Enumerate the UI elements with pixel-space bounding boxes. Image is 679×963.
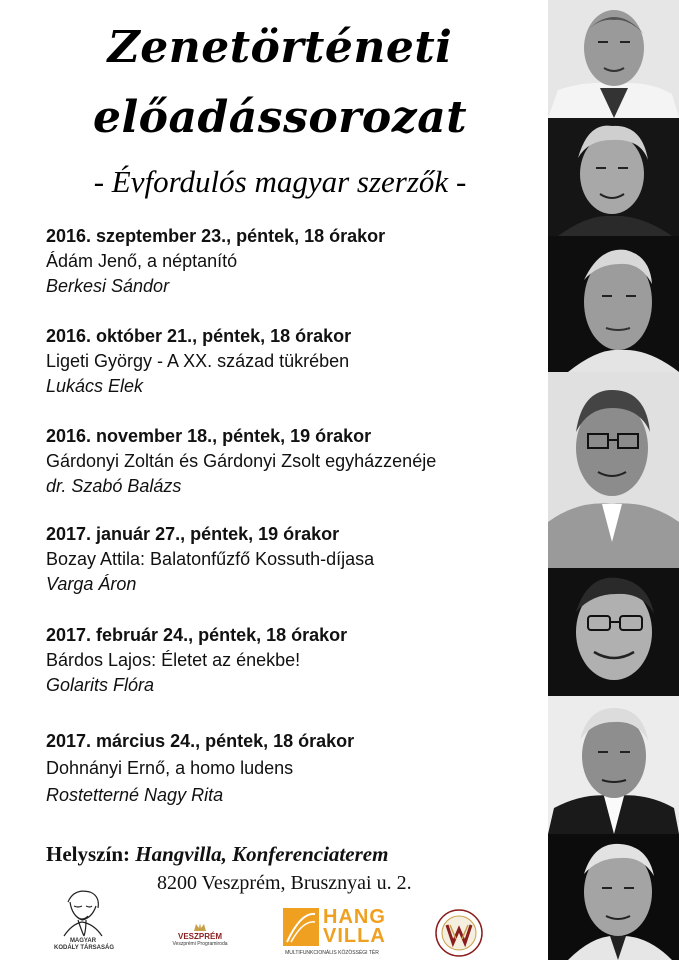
event-date: 2016. október 21., péntek, 18 órakor — [46, 326, 352, 346]
kodaly-portrait-icon — [54, 880, 112, 938]
sponsor-logos — [0, 880, 548, 960]
event-item — [46, 522, 546, 597]
event-item — [46, 324, 546, 399]
hangvilla-villa: VILLA — [323, 925, 386, 947]
event-item — [46, 623, 546, 698]
veszprem-logo-title: VESZPRÉM — [177, 932, 222, 941]
hangvilla-hang: HANG — [323, 906, 386, 928]
composer-portrait-5 — [548, 568, 679, 696]
poster-title-line2: előadássorozat — [92, 92, 468, 143]
hangvilla-logo — [283, 906, 386, 960]
kodaly-logo-line2: KODÁLY TÁRSASÁG — [54, 945, 115, 951]
event-topic: Bozay Attila: Balatonfűzfő Kossuth-díjasa — [46, 549, 375, 569]
round-seal-logo — [434, 908, 484, 958]
event-speaker: Berkesi Sándor — [46, 276, 170, 296]
veszprem-logo — [168, 920, 232, 950]
event-item — [46, 728, 546, 809]
event-speaker: Lukács Elek — [46, 376, 144, 396]
seal-icon — [434, 908, 484, 958]
event-date: 2017. január 27., péntek, 19 órakor — [46, 524, 340, 544]
composer-portrait-3 — [548, 236, 679, 372]
composer-portrait-strip — [548, 0, 679, 960]
event-topic: Gárdonyi Zoltán és Gárdonyi Zsolt egyházzenéje — [46, 451, 437, 471]
venue-address: 8200 Veszprém, Brusznyai u. 2. — [157, 872, 412, 894]
event-date: 2016. november 18., péntek, 19 órakor — [46, 426, 372, 446]
event-topic: Dohnányi Ernő, a homo ludens — [46, 758, 294, 778]
composer-portrait-4 — [548, 372, 679, 568]
composer-portrait-7 — [548, 834, 679, 960]
composer-portrait-1 — [548, 0, 679, 118]
event-item — [46, 224, 546, 299]
event-topic: Ádám Jenő, a néptanító — [46, 251, 238, 271]
kodaly-society-logo — [54, 880, 115, 960]
hangvilla-square-icon — [283, 908, 319, 946]
hangvilla-sub: MULTIFUNKCIONÁLIS KÖZÖSSÉGI TÉR — [285, 950, 379, 956]
kodaly-logo-line1: MAGYAR — [69, 938, 97, 944]
event-speaker: Rostetterné Nagy Rita — [46, 785, 224, 805]
veszprem-logo-sub: Veszprémi Programiroda — [172, 941, 228, 947]
event-speaker: Golarits Flóra — [46, 675, 155, 695]
venue-label: Helyszín: — [46, 842, 130, 866]
event-speaker: dr. Szabó Balázs — [46, 476, 182, 496]
event-item — [46, 424, 546, 499]
composer-portrait-6 — [548, 696, 679, 834]
event-speaker: Varga Áron — [46, 574, 137, 594]
event-topic: Ligeti György - A XX. század tükrében — [46, 351, 350, 371]
venue-name: Hangvilla, Konferenciaterem — [135, 842, 389, 866]
event-date: 2017. március 24., péntek, 18 órakor — [46, 731, 355, 751]
poster-title-line1: Zenetörténeti — [107, 22, 453, 73]
event-date: 2017. február 24., péntek, 18 órakor — [46, 625, 348, 645]
venue-line — [46, 842, 546, 867]
poster-subtitle: - Évfordulós magyar szerzők - — [93, 164, 467, 199]
event-topic: Bárdos Lajos: Életet az énekbe! — [46, 650, 301, 670]
composer-portrait-2 — [548, 118, 679, 236]
event-date: 2016. szeptember 23., péntek, 18 órakor — [46, 226, 386, 246]
